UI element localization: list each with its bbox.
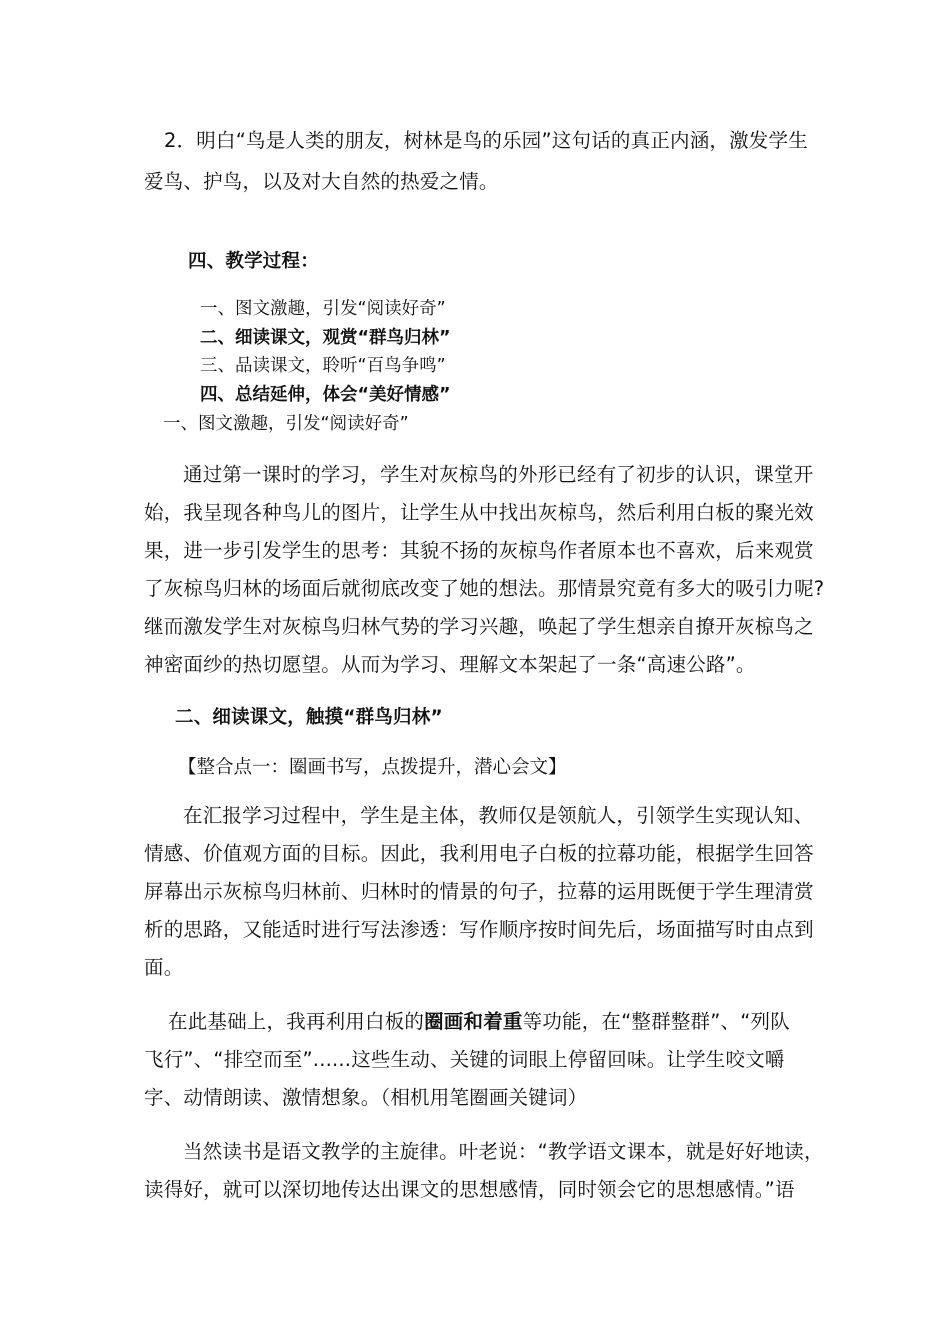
part-2-para-2-line-1 [168,1012,790,1032]
part-1-heading: 一、图文激趣，引发“阅读好奇” [163,414,409,434]
para-2-text-pre: 在此基础上，我再利用白板的 [168,1010,425,1033]
outline-item-2: 二、细读课文，观赏“群鸟归林” [200,328,451,348]
part-2-heading: 二、细读课文，触摸“群鸟归林” [175,707,443,728]
objective-2-line-1: 2．明白“鸟是人类的朋友，树林是鸟的乐园”这句话的真正内涵，激发学生 [164,129,808,152]
outline-item-3: 三、品读课文，聆听“百鸟争鸣” [200,356,446,376]
part-2-para-3-line-1: 当然读书是语文教学的主旋律。叶老说：“教学语文课本，就是好好地读， [183,1140,824,1163]
para-2-text-bold: 圈画和着重 [424,1010,523,1033]
part-1-para-line-2: 始，我呈现各种鸟儿的图片，让学生从中找出灰椋鸟，然后利用白板的聚光效 [144,501,814,524]
objective-2-line-2: 爱鸟、护鸟，以及对大自然的热爱之情。 [144,170,499,193]
part-2-para-2-line-3: 字、动情朗读、激情想象。（相机用笔圈画关键词） [144,1086,588,1109]
part-2-para-1-line-5: 面。 [144,956,184,979]
outline-item-4: 四、总结延伸，体会“美好情感” [200,385,451,405]
part-1-para-line-1: 通过第一课时的学习，学生对灰椋鸟的外形已经有了初步的认识，课堂开 [183,463,814,486]
integration-point-1: 【整合点一：圈画书写，点拨提升，潜心会文】 [178,757,567,778]
part-1-para-line-3: 果，进一步引发学生的思考：其貌不扬的灰椋鸟作者原本也不喜欢，后来观赏 [144,539,814,562]
part-1-para-line-6: 神密面纱的热切愿望。从而为学习、理解文本架起了一条“高速公路”。 [144,653,756,676]
part-2-para-2-line-2: 飞行”、“排空而至”......这些生动、关键的词眼上停留回味。让学生咬文嚼 [144,1048,785,1071]
para-2-text-post: 等功能，在“整群整群”、“列队 [522,1010,790,1033]
part-1-para-line-5: 继而激发学生对灰椋鸟归林气势的学习兴趣，唤起了学生想亲自撩开灰椋鸟之 [144,615,814,638]
part-2-para-1-line-1: 在汇报学习过程中，学生是主体，教师仅是领航人，引领学生实现认知、 [183,804,814,827]
part-2-para-1-line-2: 情感、价值观方面的目标。因此，我利用电子白板的拉幕功能，根据学生回答 [144,842,814,865]
outline-item-1: 一、图文激趣，引发“阅读好奇” [200,299,446,319]
part-2-para-1-line-3: 屏幕出示灰椋鸟归林前、归林时的情景的句子，拉幕的运用既便于学生理清赏 [144,880,814,903]
part-2-para-1-line-4: 析的思路，又能适时进行写法渗透：写作顺序按时间先后，场面描写时由点到 [144,918,814,941]
part-1-para-line-4: 了灰椋鸟归林的场面后就彻底改变了她的想法。那情景究竟有多大的吸引力呢? [144,577,825,600]
part-2-para-3-line-2: 读得好，就可以深切地传达出课文的思想感情，同时领会它的思想感情。”语 [144,1178,795,1201]
section-4-heading: 四、教学过程： [188,251,319,272]
